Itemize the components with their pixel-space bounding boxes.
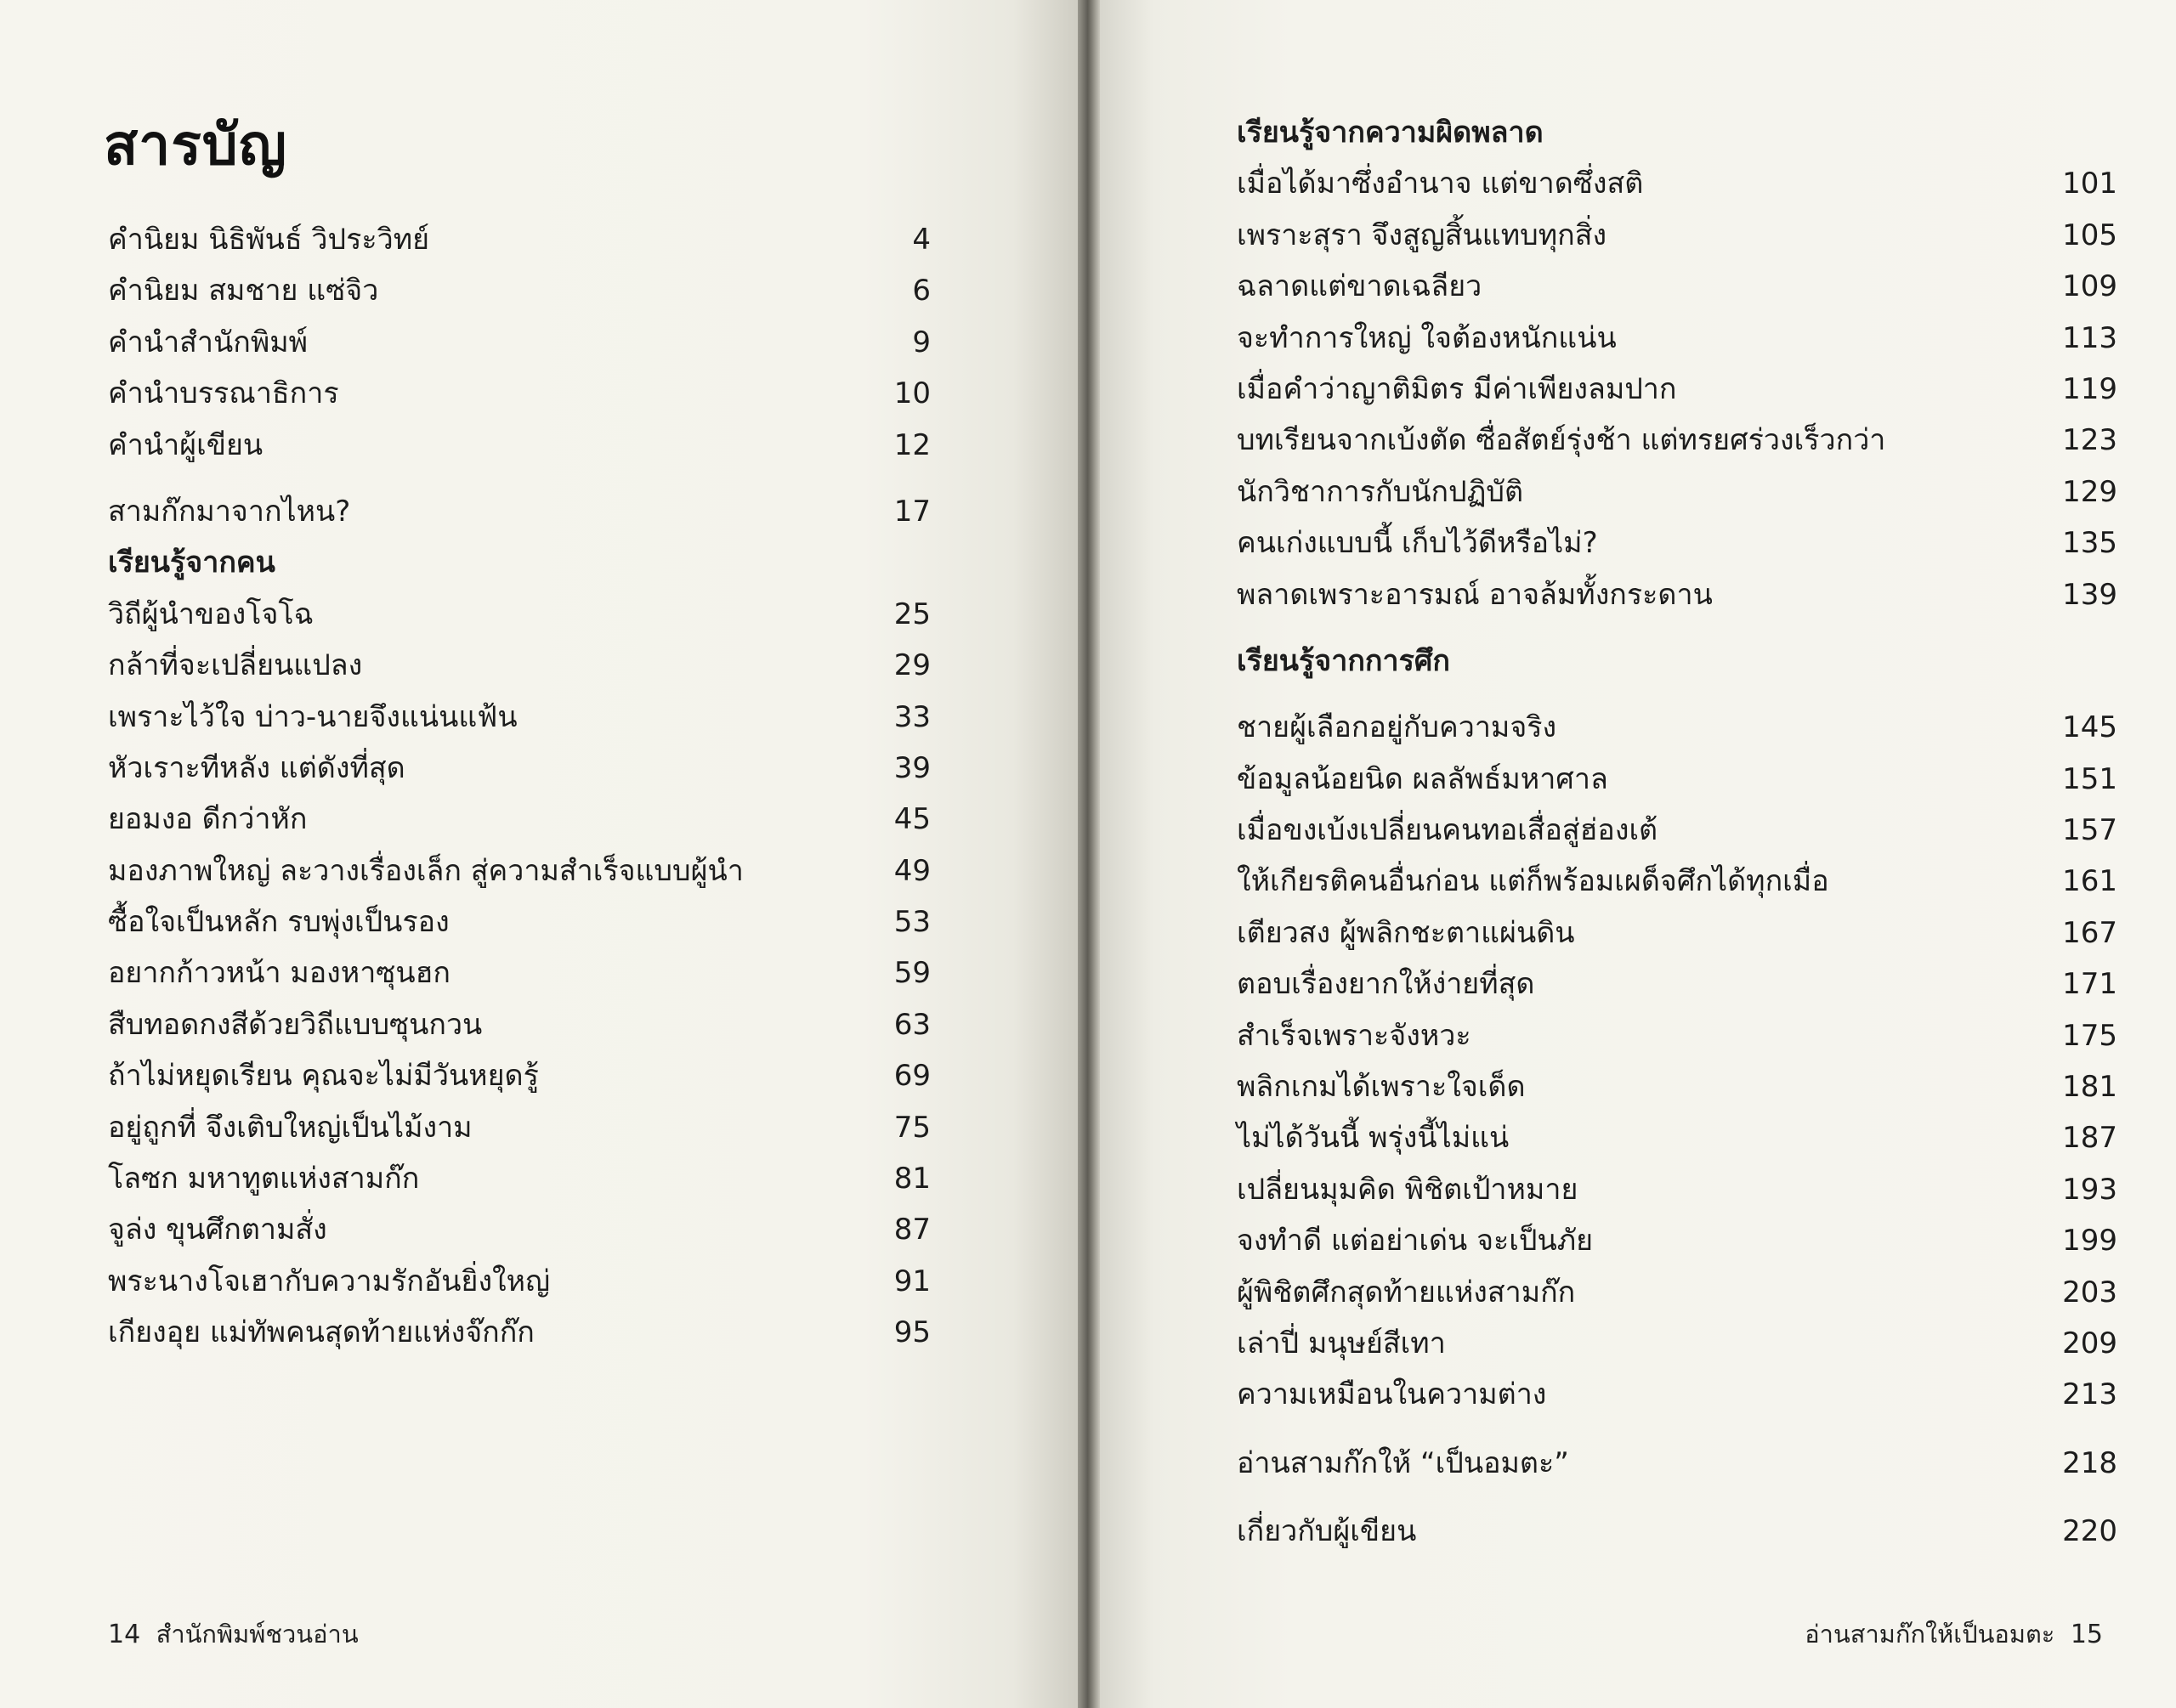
toc-entry-title: เปลี่ยนมุมคิด พิชิตเป้าหมาย xyxy=(1237,1172,1578,1207)
toc-page-number: 105 xyxy=(2062,218,2117,252)
toc-entry[interactable] xyxy=(108,486,931,537)
toc-entry[interactable] xyxy=(1237,1010,2117,1061)
toc-entry-title: วิถีผู้นำของโจโฉ xyxy=(108,597,314,631)
toc-page-number: 91 xyxy=(893,1264,931,1298)
toc-page-number: 81 xyxy=(893,1162,931,1196)
toc-entry-title: จงทำดี แต่อย่าเด่น จะเป็นภัย xyxy=(1237,1224,1594,1258)
section-heading: เรียนรู้จากการศึก xyxy=(1237,643,1451,678)
spacer xyxy=(108,471,931,486)
toc-entry-title: เมื่อขงเบ้งเปลี่ยนคนทอเสื่อสู่ฮ่องเต้ xyxy=(1237,813,1658,848)
toc-page-number: 45 xyxy=(893,802,931,837)
toc-page-number: 101 xyxy=(2062,167,2117,201)
toc-page-number: 49 xyxy=(893,853,931,888)
toc-page-number: 75 xyxy=(893,1110,931,1145)
toc-page-number: 193 xyxy=(2062,1172,2117,1207)
toc-entry[interactable] xyxy=(1237,1318,2117,1369)
toc-entry[interactable] xyxy=(108,368,931,419)
toc-entry-title: พลาดเพราะอารมณ์ อาจล้มทั้งกระดาน xyxy=(1237,577,1713,612)
toc-page-number: 109 xyxy=(2062,269,2117,304)
toc-entry-title: ยอมงอ ดีกว่าหัก xyxy=(108,802,308,837)
toc-page-number: 139 xyxy=(2062,577,2117,612)
toc-entry-title: ข้อมูลน้อยนิด ผลลัพธ์มหาศาล xyxy=(1237,761,1608,796)
toc-entry[interactable] xyxy=(108,743,931,794)
toc-entry[interactable] xyxy=(1237,415,2117,466)
toc-entry[interactable] xyxy=(108,1153,931,1204)
toc-entry[interactable] xyxy=(108,692,931,743)
toc-entry-title: คนเก่งแบบนี้ เก็บไว้ดีหรือไม่? xyxy=(1237,526,1598,561)
toc-entry-title: ตอบเรื่องยากให้ง่ายที่สุด xyxy=(1237,967,1535,1002)
toc-page-number: 181 xyxy=(2062,1070,2117,1105)
toc-page-number: 161 xyxy=(2062,864,2117,899)
toc-entry[interactable] xyxy=(1237,1061,2117,1112)
toc-page-number: 87 xyxy=(893,1213,931,1247)
toc-entry[interactable] xyxy=(108,999,931,1050)
toc-page-number: 113 xyxy=(2062,320,2117,355)
toc-page-number: 33 xyxy=(893,699,931,734)
toc-page-number: 167 xyxy=(2062,915,2117,950)
book-gutter xyxy=(1078,0,1100,1708)
toc-entry-title: ฉลาดแต่ขาดเฉลียว xyxy=(1237,269,1482,304)
toc-entry-title: บทเรียนจากเบ้งตัด ซื่อสัตย์รุ่งช้า แต่ทรยศร่วงเร็วกว่า xyxy=(1237,423,1886,458)
toc-entry[interactable] xyxy=(108,265,931,316)
toc-page-number: 129 xyxy=(2062,474,2117,509)
toc-entry-title: อยู่ถูกที่ จึงเติบใหญ่เป็นไม้งาม xyxy=(108,1110,473,1145)
toc-entry[interactable] xyxy=(108,846,931,896)
toc-entry-title: เกียงอุย แม่ทัพคนสุดท้ายแห่งจ๊กก๊ก xyxy=(108,1315,535,1350)
toc-entry[interactable] xyxy=(1237,517,2117,568)
toc-entry[interactable] xyxy=(1237,1215,2117,1266)
toc-entry-title: พลิกเกมได้เพราะใจเด็ด xyxy=(1237,1070,1526,1105)
toc-entry-title: ไม่ได้วันนี้ พรุ่งนี้ไม่แน่ xyxy=(1237,1121,1510,1156)
toc-page-number: 53 xyxy=(893,905,931,940)
toc-entry-title: ความเหมือนในความต่าง xyxy=(1237,1377,1547,1412)
toc-entry[interactable] xyxy=(108,794,931,845)
toc-page-number: 17 xyxy=(893,494,931,529)
toc-entry-title: อ่านสามก๊กให้ “เป็นอมตะ” xyxy=(1237,1445,1569,1480)
toc-entry[interactable] xyxy=(1237,569,2117,620)
toc-entry[interactable] xyxy=(108,947,931,998)
toc-entry-title: คำนิยม นิธิพันธ์ วิประวิทย์ xyxy=(108,223,430,257)
toc-page-number: 199 xyxy=(2062,1224,2117,1258)
toc-entry-title: เล่าปี่ มนุษย์สีเทา xyxy=(1237,1326,1446,1360)
toc-entry-title: หัวเราะทีหลัง แต่ดังที่สุด xyxy=(108,750,405,785)
toc-entry[interactable] xyxy=(1237,805,2117,856)
toc-entry[interactable] xyxy=(108,317,931,368)
toc-entry-title: พระนางโจเฮากับความรักอันยิ่งใหญ่ xyxy=(108,1264,551,1298)
toc-entry-title: มองภาพใหญ่ ละวางเรื่องเล็ก สู่ความสำเร็จแบบผู้นำ xyxy=(108,853,744,888)
toc-entry-title: สำเร็จเพราะจังหวะ xyxy=(1237,1018,1471,1053)
toc-entry[interactable] xyxy=(1237,754,2117,805)
toc-page-number: 9 xyxy=(912,325,931,359)
toc-entry-title: เมื่อคำว่าญาติมิตร มีค่าเพียงลมปาก xyxy=(1237,371,1677,406)
toc-entry-title: เพราะสุรา จึงสูญสิ้นแทบทุกสิ่ง xyxy=(1237,218,1607,252)
toc-entry-title: กล้าที่จะเปลี่ยนแปลง xyxy=(108,648,363,683)
toc-entry[interactable] xyxy=(1237,1369,2117,1420)
toc-entry[interactable] xyxy=(108,589,931,640)
toc-entry[interactable] xyxy=(1237,959,2117,1010)
toc-list-right xyxy=(1237,107,2117,1558)
toc-page-number: 69 xyxy=(893,1059,931,1094)
toc-entry-title: คำนิยม สมชาย แซ่จิว xyxy=(108,274,379,308)
toc-entry[interactable] xyxy=(1237,1506,2117,1557)
toc-page-number: 175 xyxy=(2062,1018,2117,1053)
toc-page-number: 63 xyxy=(893,1007,931,1042)
toc-entry[interactable] xyxy=(1237,1267,2117,1318)
toc-entry[interactable] xyxy=(1237,467,2117,517)
page-title: สารบัญ xyxy=(104,111,287,178)
toc-entry-title: ให้เกียรติคนอื่นก่อน แต่ก็พร้อมเผด็จศึกได้ทุกเมื่อ xyxy=(1237,864,1829,899)
toc-page-number: 209 xyxy=(2062,1326,2117,1360)
toc-entry[interactable] xyxy=(1237,313,2117,364)
toc-page-number: 145 xyxy=(2062,710,2117,745)
toc-entry-title: คำนำบรรณาธิการ xyxy=(108,376,339,411)
toc-entry[interactable] xyxy=(1237,856,2117,907)
toc-entry[interactable] xyxy=(108,1102,931,1153)
toc-entry[interactable] xyxy=(108,1204,931,1255)
toc-page-number: 12 xyxy=(893,427,931,462)
toc-page-number: 4 xyxy=(912,223,931,257)
toc-entry-title: จูล่ง ขุนศึกตามสั่ง xyxy=(108,1213,327,1247)
toc-entry[interactable] xyxy=(108,420,931,471)
toc-page-number: 25 xyxy=(893,597,931,631)
toc-page-number: 203 xyxy=(2062,1275,2117,1309)
footer-book-title: อ่านสามก๊กให้เป็นอมตะ xyxy=(1805,1620,2055,1649)
toc-list-left xyxy=(108,214,931,1359)
toc-entry-title: นักวิชาการกับนักปฏิบัติ xyxy=(1237,474,1524,509)
spacer xyxy=(1237,1489,2117,1506)
toc-entry[interactable] xyxy=(1237,1164,2117,1215)
toc-entry-title: เมื่อได้มาซึ่งอำนาจ แต่ขาดซึ่งสติ xyxy=(1237,167,1644,201)
toc-entry-title: เพราะไว้ใจ บ่าว-นายจึงแน่นแฟ้น xyxy=(108,699,518,734)
toc-page-number: 10 xyxy=(893,376,931,411)
toc-page-number: 157 xyxy=(2062,813,2117,848)
spacer xyxy=(1237,687,2117,702)
toc-entry[interactable] xyxy=(1237,1112,2117,1163)
toc-entry[interactable] xyxy=(108,640,931,691)
toc-entry-title: สามก๊กมาจากไหน? xyxy=(108,494,351,529)
toc-entry[interactable] xyxy=(1237,261,2117,312)
toc-entry[interactable] xyxy=(1237,158,2117,209)
left-page xyxy=(0,0,1078,1708)
toc-entry[interactable] xyxy=(108,1050,931,1101)
spacer xyxy=(1237,620,2117,636)
toc-entry-title: ผู้พิชิตศึกสุดท้ายแห่งสามก๊ก xyxy=(1237,1275,1576,1309)
footer-page-number: 14 xyxy=(108,1620,141,1649)
right-page xyxy=(1100,0,2176,1708)
toc-entry[interactable] xyxy=(108,1307,931,1358)
section-heading: เรียนรู้จากคน xyxy=(108,546,275,580)
toc-page-number: 135 xyxy=(2062,526,2117,561)
toc-entry-title: จะทำการใหญ่ ใจต้องหนักแน่น xyxy=(1237,320,1617,355)
toc-page-number: 39 xyxy=(893,750,931,785)
toc-page-number: 29 xyxy=(893,648,931,683)
toc-entry-title: คำนำสำนักพิมพ์ xyxy=(108,325,309,359)
toc-entry-title: ถ้าไม่หยุดเรียน คุณจะไม่มีวันหยุดรู้ xyxy=(108,1059,539,1094)
toc-page-number: 59 xyxy=(893,956,931,991)
toc-entry-title: ชายผู้เลือกอยู่กับความจริง xyxy=(1237,710,1557,745)
toc-page-number: 220 xyxy=(2062,1514,2117,1549)
toc-entry[interactable] xyxy=(108,896,931,947)
toc-page-number: 119 xyxy=(2062,371,2117,406)
toc-entry[interactable] xyxy=(1237,702,2117,753)
footer-publisher: สำนักพิมพ์ชวนอ่าน xyxy=(156,1620,359,1649)
toc-entry[interactable] xyxy=(1237,908,2117,959)
footer-page-number: 15 xyxy=(2070,1620,2103,1649)
toc-page-number: 187 xyxy=(2062,1121,2117,1156)
toc-entry-title: อยากก้าวหน้า มองหาซุนฮก xyxy=(108,956,450,991)
footer-left xyxy=(108,1615,359,1654)
toc-entry[interactable] xyxy=(108,1256,931,1307)
toc-page-number: 213 xyxy=(2062,1377,2117,1412)
toc-entry-title: ซื้อใจเป็นหลัก รบพุ่งเป็นรอง xyxy=(108,905,450,940)
toc-page-number: 6 xyxy=(912,274,931,308)
toc-entry-title: คำนำผู้เขียน xyxy=(108,427,264,462)
toc-entry[interactable] xyxy=(1237,1438,2117,1489)
toc-page-number: 123 xyxy=(2062,423,2117,458)
toc-entry-title: เตียวสง ผู้พลิกชะตาแผ่นดิน xyxy=(1237,915,1575,950)
toc-page-number: 171 xyxy=(2062,967,2117,1002)
toc-entry[interactable] xyxy=(1237,364,2117,415)
spacer xyxy=(1237,1421,2117,1438)
section-heading: เรียนรู้จากความผิดพลาด xyxy=(1237,116,1544,150)
toc-entry[interactable] xyxy=(108,214,931,265)
toc-entry[interactable] xyxy=(1237,210,2117,261)
footer-right xyxy=(1805,1615,2103,1654)
toc-entry-title: สืบทอดกงสีด้วยวิถีแบบซุนกวน xyxy=(108,1007,483,1042)
toc-page-number: 95 xyxy=(893,1315,931,1350)
toc-entry-title: เกี่ยวกับผู้เขียน xyxy=(1237,1514,1417,1549)
toc-page-number: 218 xyxy=(2062,1445,2117,1480)
toc-entry-title: โลซก มหาทูตแห่งสามก๊ก xyxy=(108,1162,420,1196)
toc-page-number: 151 xyxy=(2062,761,2117,796)
